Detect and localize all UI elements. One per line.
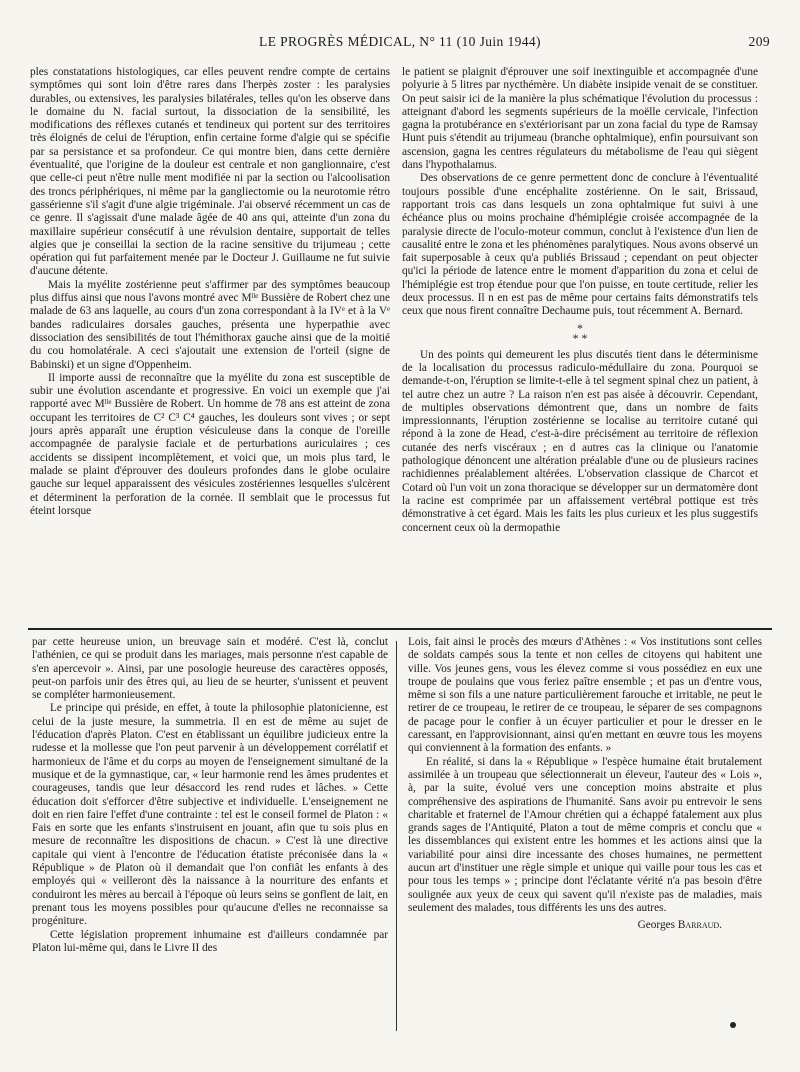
paragraph: Des observations de ce genre permettent donc de conclure à l'éventualité toujours possible d'une encéphalite zostérienne. On le sait, Brissaud, rapportant trois cas dans lesquels un zona ophtalmique fut suivi à une échéance plus ou moins prochaine d'hémiplégie croisée accompagnée de la paralysie directe de l'oculo-moteur commun, conclut à l'existence d'un lien de causalité entre le zona et les phénomènes paralytiques. Nous avons observé un fait superposable à ceux qu'a publiés Brissaud ; cependant on peut objecter qu'ici la période de latence entre le moment d'apparition du zona et celui de l'hémiplégie est trop étendue pour que l'on puisse, en toute certitude, relier les deux processus. Il n en est pas de même pour certains faits démonstratifs tels ceux que nous firent connaître Dechaume puis, tout récemment A. Bernard.	[402, 172, 758, 318]
paragraph: Un des points qui demeurent les plus discutés tient dans le déterminisme de la localisation du processus radiculo-médullaire du zona. Pourquoi se demande-t-on, l'éruption se limite-t-elle à tel segment spinal chez un patient, à tel autre chez un autre ? La raison n'en est pas aisée à découvrir. Cependant, de multiples observations démontrent que, dans un nombre de faits impressionnants, l'éruption zostérienne se localise au territoire cutané qui répond à la zone de Head, c'est-à-dire précisément au territoire de réflexion cutanée des nerfs viscéraux ; en d autres cas la clinique ou l'anatomie pathologique dénoncent une altération préalable d'une ou de plusieurs racines rachidiennes préalablement altérées. L'observation classique de Charcot et Cotard où l'un voit un zona thoracique se développer sur un dermatomère dont la racine est comprimée par un affaissement vertébral pottique est très démonstrative à cet égard. Mais les faits les plus curieux et les plus suggestifs concernent ceux où la dermopathie	[402, 348, 758, 534]
running-header	[28, 34, 772, 54]
paragraph: le patient se plaignit d'éprouver une soif inextinguible et accompagnée d'une polyurie à 5 litres par nycthémère. Un diabète insipide venait de se constituer. On peut saisir ici de la manière la plus schématique l'évolution du processus : atteignant d'abord les segments supérieurs de la moëlle cervicale, l'infection gagna la protubérance en s'extériorisant par un zona facial du type de Ramsay Hunt puis s'étendit au trijumeau (branche ophtalmique), enfin poursuivant son ascension, gagna les centres régulateurs du métabolisme de l'eau qui siègent dans l'hypothalamus.	[402, 66, 758, 172]
paragraph: ples constatations histologiques, car elles peuvent rendre compte de certains symptômes qui sont loin d'être rares dans l'herpès zoster : les paralysies durables, ou extensives, les paralysies bilatérales, telles qu'on les observe dans le domaine du N. facial surtout, la dissociation de la sensibilité, les modifications des réflexes cutanés et tendineux qui portent sur des territoires très éloignés de celui de l'éruption, enfin certaine forme d'algie qui se spécifie par sa persistance et sa profondeur. Ce qui montre bien, dans cette dernière éventualité, que l'origine de la douleur est centrale et non ganglionnaire, c'est que celle-ci peut n'être nulle ment modifiée ni par la section ou l'alcoolisation des troncs périphériques, ni même par la gangliectomie ou la neurotomie rétro gassérienne s'il s'agit d'une algie trigéminale. J'ai observé récemment un cas de ce genre. Il s'agissait d'une malade âgée de 40 ans qui, atteinte d'un zona du maxillaire supérieur consécutif à une révulsion dentaire, supportait de telles algies que je conseillai la section de la racine sensitive du trijumeau ; cette opération qui fut parfaitement menée par le Docteur J. Guillaume ne fut suivie d'aucune détente.	[30, 66, 390, 278]
column-bottom-right	[408, 636, 762, 1054]
section-divider	[28, 628, 772, 630]
paragraph: Le principe qui préside, en effet, à toute la philosophie platonicienne, est celui de la juste mesure, la summetria. Il en est de même au sujet de l'éducation d'après Platon. C'est en établissant un équilibre judicieux entre la rudesse et la mollesse que l'on peut parvenir à un développement corrélatif et harmonieux de l'âme et du corps au moyen de l'enseignement simultané de la musique et de la gymnastique, car, « leur harmonie rend les âmes prudentes et courageuses, tandis que leur désaccord les rend rudes et lâches. » Cette éducation doit s'efforcer d'être subjective et individuelle. L'enseignement ne doit en rien faire l'effet d'une contrainte : tel est le conseil formel de Platon : « Fais en sorte que les enfants s'instruisent en jouant, afin que tu sois plus en mesure de reconnaître les dispositions de chacun. » C'est là une directive capitale qui vient à l'encontre de l'éducation étatiste préconisée dans la « République » de Platon où il demandait que l'on confiât les enfants à des employés qui « veilleront dès la naissance à la nourriture des enfants et conduiront les mères au bercail à l'époque où leurs seins se gonflent de lait, en prenant tous les moyens possibles pour qu'aucune d'elles ne reconnaisse sa progéniture.	[32, 702, 388, 928]
end-mark-bullet	[730, 1022, 736, 1028]
paragraph: Cette législation proprement inhumaine est d'ailleurs condamnée par Platon lui-même qui, dans le Livre II des	[32, 928, 388, 954]
page-number: 209	[748, 34, 770, 49]
column-divider	[396, 641, 397, 1031]
paragraph: Lois, fait ainsi le procès des mœurs d'Athènes : « Vos institutions sont celles de soldats campés sous la tente et non celles de citoyens qui habitent une ville. Vos jeunes gens, vous les élevez comme si vous possédiez en eux une troupe de poulains que vous feriez paître ensemble ; et pas un d'entre vous, même si son fils a une nature particulièrement farouche et irritable, ne peut le retirer de ce troupeau, le retirer de ce troupeau, le séparer de ses compagnons de pacage pour le confier à un écuyer particulier et pour le dresser en le caressant, en l'approvisionnant, ainsi qu'en mettant en œuvre tous les moyens qui conviennent à la formation des enfants. »	[408, 636, 762, 755]
asterism-bottom: * *	[572, 330, 588, 345]
paragraph: En réalité, si dans la « République » l'espèce humaine était brutalement assimilée à un troupeau que sélectionnerait un éleveur, l'auteur des « Lois », à, par la suite, évolué vers une conception moins abstraite et plus compréhensive des aspirations de l'humanité. Sans avoir pu entrevoir le sens charitable et fraternel de l'Amour chrétien qui a échappé fatalement aux plus grands sages de l'Antiquité, Platon a tout de même compris et conclu que « les dissemblances qui existent entre les hommes et les actions ainsi que la variabilité pour ainsi dire incessante des choses humaines, ne permettent aucun art d'instituer une règle simple et unique qui vaille pour tous les cas et pour tous les temps » ; principe dont l'éclatante vérité n'a pas besoin d'être soulignée aux yeux de ceux qui savent qu'il n'existe pas de maladies, mais seulement des malades, tous différents les uns des autres.	[408, 755, 762, 914]
paragraph: Il importe aussi de reconnaître que la myélite du zona est susceptible de subir une évolution ascendante et progressive. En voici un exemple que j'ai rapporté avec Mˡˡᵉ Bussière de Robert. Un homme de 78 ans est atteint de zona occupant les territoires de C² C³ C⁴ gauches, les douleurs sont vives ; or sept jours après apparaît une éruption vésiculeuse dans la conque de l'oreille accompagnée de paralysie faciale et de perturbations auriculaires ; ces accidents se dissipent incomplètement, et voici que, un mois plus tard, le malade se plaint d'éprouver des douleurs profondes dans le globe oculaire gauche sur lequel apparaissent des vésicules zostériennes lesquelles s'ulcèrent et déterminent la perforation de la cornée. Il semblait que le processus fut éteint lorsque	[30, 371, 390, 517]
asterism-top: *	[577, 320, 583, 335]
author-first-name: Georges	[637, 919, 676, 932]
column-top-left	[30, 66, 390, 618]
paragraph: Mais la myélite zostérienne peut s'affirmer par des symptômes beaucoup plus diffus ainsi que nous l'avons montré avec Mˡˡᵉ Bussière de Robert chez une malade de 63 ans laquelle, au cours d'un zona correspondant à la IVᵉ et à la Vᵉ bandes radiculaires dorsales gauches, présenta une hyperpathie avec dissociation des sensibilités de tout l'hémithorax gauche ainsi que de la moitié du cou homolatérale. A ceci s'ajoutait une extension de l'orteil (signe de Babinski) et un signe d'Oppenheim.	[30, 278, 390, 371]
column-bottom-left	[32, 636, 388, 1054]
asterism-separator	[402, 320, 758, 345]
author-last-name: Barraud.	[677, 919, 722, 932]
column-top-right	[402, 66, 758, 618]
author-signature	[408, 919, 762, 932]
journal-title: LE PROGRÈS MÉDICAL, N° 11 (10 Juin 1944)	[259, 34, 541, 49]
paragraph: par cette heureuse union, un breuvage sain et modéré. C'est là, conclut l'athénien, ce qui se produit dans les mariages, mais personne n'est capable de s'en apercevoir ». Ainsi, par une posologie heureuse des caractères opposés, peut-on parfois unir des êtres qui, au lieu de se heurter, s'unissent et peuvent se compléter harmonieusement.	[32, 636, 388, 702]
